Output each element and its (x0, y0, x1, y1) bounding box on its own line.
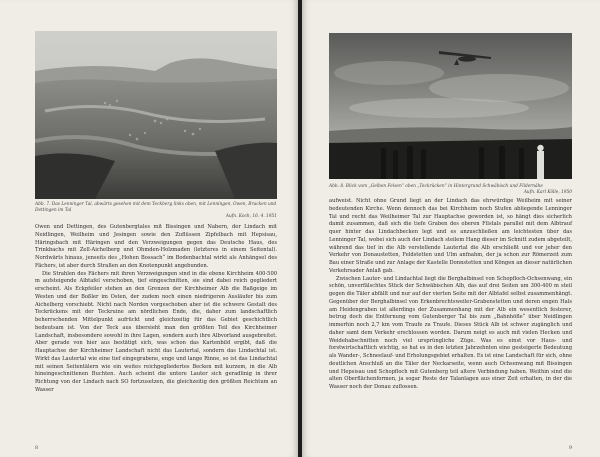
page-number: 8 (35, 445, 39, 451)
paragraph: aufweist. Nicht ohne Grund liegt an der Lindach das ehrwürdige Weilheim mit seiner bedeutenden Kirche. Wenn dennoch das bei Kirchheim noch Stufen abliegende Lenninger Tal und recht das Weilheimer Tal zur Hauptachse geworden ist, so hängt dies sicherlich damit zusammen, daß sich die tiefe Graben des oberen Filstals parallel mit dem Albtrauf quer hinter das Lindachbecken legt und es anzuschließen am leichtesten über das Lenninger Tal, wobei sich auch der Lindach steilem Hang dieser im Schnitt zudem abgeteilt, während das tief in die Alb verstellende Lautertal die Alb erschließt und vor jeher den Verkehr von Donaustetten, Feldstetten und Ulm anfnahm, der ja schon zur Römerzeit zum Bau einer Straße und zur Anlage der Kastelle Donnstetten und Köngen an dieser natürlichen Verkehrsader Anlaß gab. (329, 198, 572, 274)
caption-text: Abb. 8. Blick vom „Gelben Felsen“ oben „Teckrücken“ in Hintergrund Schwäbisch und Fildernähe (329, 184, 543, 189)
paragraph: Owen und Dettingen, des Gutenbergtales mit Bissingen und Nabern, der Lindach mit Neidlingen, Weilheim und Jesingen sowie den Zuflüssen Zipfelbach mit Hepsisau, Häringsbach mit Häringen und den Verzweigungen gegen das Deutsche Haus, des Trinkbachs mit Zell-Aichelberg und Ohmden-Holzmaden (letzteres in einem Seitental). Nordwärts hinaus, jenseits des „Hohen Bossach“ im Bodenbachtal wirkt als Anhängsel des Fächers, ist aber durch Straßen an den Knotenpunkt angebunden. (35, 224, 277, 269)
paragraph: Die Strahlen des Fächers mit ihren Verzweigungen sind in die ebene Kirchheim 400-500 m aufsteigende Albtafel verschoben, tief eingeschnitten, sie sind dabei reich gegliedert erscheint. Als Eckpfeiler stehen an den Grenzen der Kirchheimer Alb die Baßgeige im Westen und der Boßler im Osten, der zudem noch einen niedrigeren Ausläufer bis zum Aichelberg vorschiebt. Nicht nach Norden vorgeschoben aber ist die schwere Gestalt des Teckrückens mit der Teckruine am nördlichen Ende, die, daher zum landschaftlich beherrschenden Mittelpunkt aufrückt und gleichzeitig für das Gebiet geschichtlich bedeutsam ist. Von der Teck aus übersieht man den größten Teil des Kirchheimer Landschaft, insbesondere sowohl in ihre Lagen, sondern auch ihre Albvorland ausgebreitet. Aber gerade von hier aus bestätigt sich, was schon das Kartenbild ergibt, daß die Hauptachse der Kirchheimer Landschaft nicht das Lautertal, sondern das Lindachtal ist. Wirkt das Lautertal wie eine tief eingegrabene, enge und lange Rinne, so ist das Lindachtal mit seinen Seitentälern wie ein weites reichgegliedertes Becken mit kurzem, in die Alb hineingeschnittenen Buchten. Auch scheint die untere Lauter sich geradlinig in ihrer Richtung von der Lindach nach SO fortzusetzen, die gleichzeitig den größten Reichtum an Wasser (35, 270, 277, 393)
right-page (302, 0, 600, 457)
aircraft-over-albtrauf-photo (329, 33, 572, 179)
photo-credit: Aufn. Karl Kölle, 1950 (523, 189, 572, 195)
photo-credit: Aufn. Koch, 16. 4. 1951 (225, 213, 277, 219)
figure-caption (329, 184, 572, 196)
body-text (329, 198, 572, 392)
figure-caption (35, 202, 277, 219)
page-number: 9 (568, 445, 572, 451)
caption-text: Abb. 7. Das Lenninger Tal, abwärts gesehen mit dem Teckberg links oben, mit Lenningen, Owen, Brucken und Dettingen im Tal (35, 202, 277, 213)
lenninger-tal-photo (35, 31, 277, 199)
left-page (0, 0, 298, 457)
paragraph: Zwischen Lauter- und Lindachtal liegt die Berghalbinsel von Schopfloch-Ochsenwang, ein schön, unverfälschtes Stück der Schwäbischen Alb, das auf drei Seiten um 300-400 m steil gegen die Täler abfällt und nur auf der vierten Seite mit der Albtafel selbst zusammenhängt. Gegenüber der Berghalbinsel von Erkenbrechtsweiler-Grabenstetten und deren engen Hals am Heidengraben ist allerdings der Zusammenhang mit der Alb ein wesentlich festerer, betrug doch die Entfernung vom Gutenberger Tal bis zum „Bahnhöfle“ über Neidlingen immerhin noch 2,7 km vom Traufe zu Traufe. Dieses Stück Alb ist schwer zugänglich und daher samt dem Verkehr erschlossen worden. Darum neigt es auch mit vielen Hecken und Weidehabschnitten noch viel ursprüngliche Züge. Was es einst vor Haus- und forstwirtschaftlich wichtig, so hat es in den letzten Jahrzehnten eine gesteigerte Bedeutung als Wander-, Schneelauf- und Erholungsgebiet erhalten. Es ist eine Landschaft für sich, ohne deutlichen Anschluß an die Täler der Neckarseite, wenn auch Ochsenwang mit Bissingen und Hepsisau und Schopfloch mit Gutenberg teil altere Verbindung haben. Weithin sind die alten Oberflächenformen, ja sogar Reste der Talanlagen aus einer Zeit erhalten, in der die Wasser noch der Donau zuflossen. (329, 275, 572, 390)
body-text (35, 224, 277, 395)
